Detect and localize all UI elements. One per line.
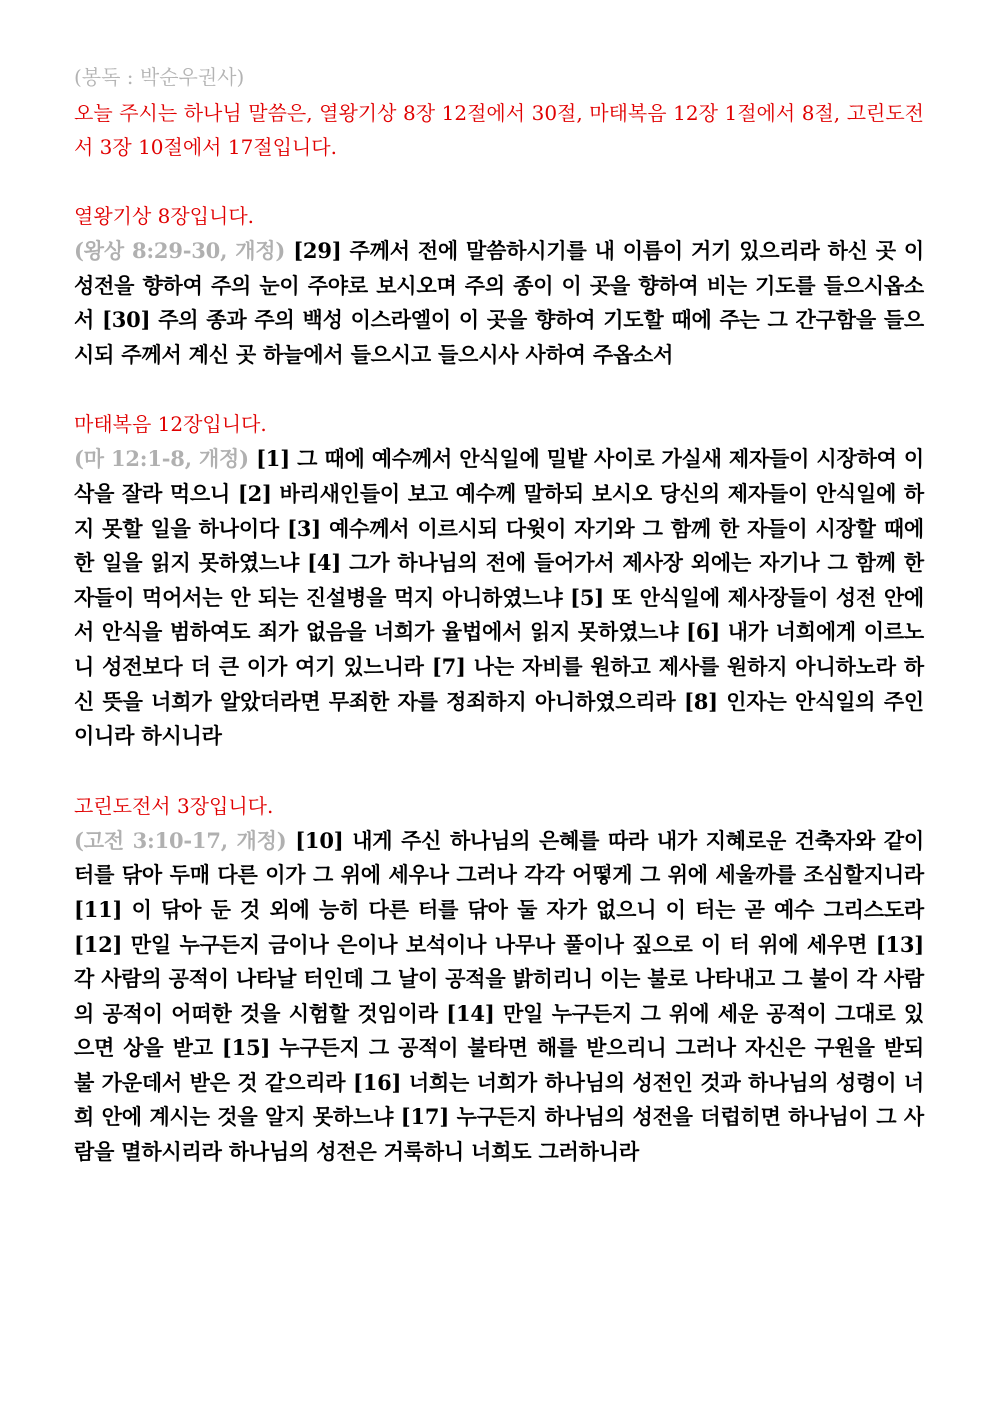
section-1kings xyxy=(74,200,924,372)
section-heading: 마태복음 12장입니다. xyxy=(74,412,267,437)
scripture-text: [1] 그 때에 예수께서 안식일에 밀밭 사이로 가실새 제자들이 시장하여 이삭을 잘라 먹으니 [2] 바리새인들이 보고 예수께 말하되 보시오 당신의 제자들이 안식일에 하지 못할 일을 하나이다 [3] 예수께서 이르시되 다윗이 자기와 그 함께 한 자들이 시장할 때에 한 일을 읽지 못하였느냐 [4] 그가 하나님의 전에 들어가서 제사장 외에는 자기나 그 함께 한 자들이 먹어서는 안 되는 진설병을 먹지 아니하였느냐 [5] 또 안식일에 제사장들이 성전 안에서 안식을 범하여도 죄가 없음을 너희가 율법에서 읽지 못하였느냐 [6] 내가 너희에게 이르노니 성전보다 더 큰 이가 여기 있느니라 [7] 나는 자비를 원하고 제사를 원하지 아니하노라 하신 뜻을 너희가 알았더라면 무죄한 자를 정죄하지 아니하였으리라 [8] 인자는 안식일의 주인이니라 하시니라 xyxy=(74,446,924,749)
scripture-reference: (마 12:1-8, 개정) xyxy=(74,446,249,472)
section-heading: 고린도전서 3장입니다. xyxy=(74,793,274,818)
reader-credit: (봉독 : 박순우권사) xyxy=(74,65,245,89)
scripture-reference: (고전 3:10-17, 개정) xyxy=(74,827,287,853)
scripture-passage xyxy=(74,234,924,372)
scripture-text: [29] 주께서 전에 말씀하시기를 내 이름이 거기 있으리라 하신 곳 이 성전을 향하여 주의 눈이 주야로 보시오며 주의 종이 이 곳을 향하여 비는 기도를 들으시옵소서 [30] 주의 종과 주의 백성 이스라엘이 이 곳을 향하여 기도할 때에 주는 그 간구함을 들으시되 주께서 계신 곳 하늘에서 들으시고 들으시사 사하여 주옵소서 xyxy=(74,238,924,367)
section-heading: 열왕기상 8장입니다. xyxy=(74,204,254,228)
scripture-text: [10] 내게 주신 하나님의 은혜를 따라 내가 지혜로운 건축자와 같이 터를 닦아 두매 다른 이가 그 위에 세우나 그러나 각각 어떻게 그 위에 세울까를 조심할지니라 [11] 이 닦아 둔 것 외에 능히 다른 터를 닦아 둘 자가 없으니 이 터는 곧 예수 그리스도라 [12] 만일 누구든지 금이나 은이나 보석이나 나무나 풀이나 짚으로 이 터 위에 세우면 [13] 각 사람의 공적이 나타날 터인데 그 날이 공적을 밝히리니 이는 불로 나타내고 그 불이 각 사람의 공적이 어떠한 것을 시험할 것임이라 [14] 만일 누구든지 그 위에 세운 공적이 그대로 있으면 상을 받고 [15] 누구든지 그 공적이 불타면 해를 받으리니 그러나 자신은 구원을 받되 불 가운데서 받은 것 같으리라 [16] 너희는 너희가 하나님의 성전인 것과 하나님의 성령이 너희 안에 계시는 것을 알지 못하느냐 [17] 누구든지 하나님의 성전을 더럽히면 하나님이 그 사람을 멸하시리라 하나님의 성전은 거룩하니 너희도 그러하니라 xyxy=(74,827,924,1165)
intro-paragraph: 오늘 주시는 하나님 말씀은, 열왕기상 8장 12절에서 30절, 마태복음 12장 1절에서 8절, 고린도전서 3장 10절에서 17절입니다. xyxy=(74,101,924,159)
scripture-passage xyxy=(74,442,924,753)
scripture-reference: (왕상 8:29-30, 개정) xyxy=(74,238,286,263)
section-1corinthians xyxy=(74,790,924,1170)
scripture-passage xyxy=(74,824,924,1170)
section-matthew xyxy=(74,408,924,753)
document-page xyxy=(74,62,924,1170)
